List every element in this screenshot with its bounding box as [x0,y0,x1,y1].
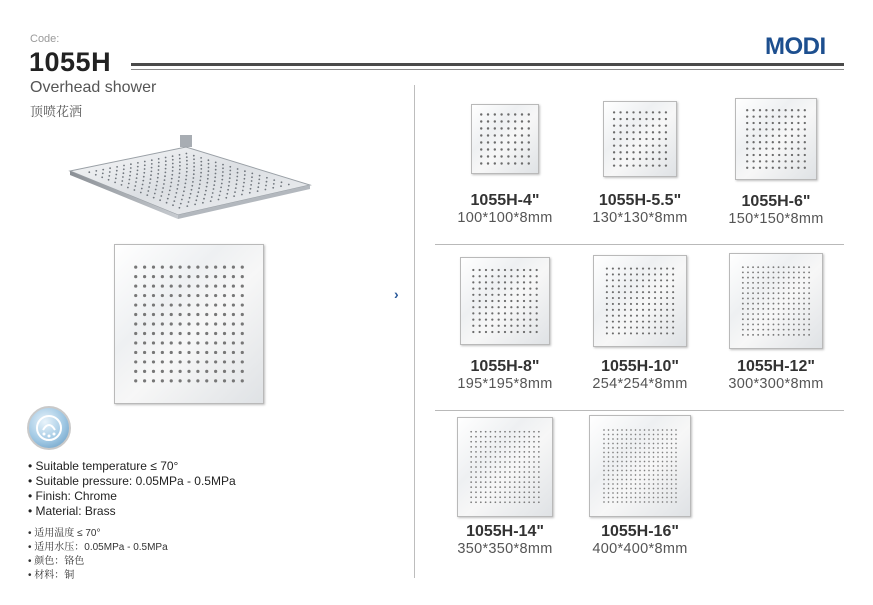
header-rule-thin [131,69,844,70]
header-rule [131,63,844,66]
spec-finish-cn: • 颜色：铬色 [28,555,168,569]
spec-material-cn: • 材料：铜 [28,569,168,583]
product-dimensions: 300*300*8mm [728,376,824,392]
spec-pressure-cn: • 适用水压：0.05MPa - 0.5MPa [28,541,168,555]
product-model: 1055H-5.5" [598,192,682,209]
spec-temperature-cn: • 适用温度 ≤ 70° [28,527,168,541]
product-model: 1055H-16" [601,523,679,540]
product-card [712,253,840,392]
column-divider [414,85,415,578]
product-model: 1055H-10" [601,358,679,375]
product-card [716,98,836,227]
product-model: 1055H-4" [470,192,540,209]
spec-pressure: • Suitable pressure: 0.05MPa - 0.5MPa [28,474,236,489]
product-thumbnail [603,101,677,177]
shower-plate-front-view [114,244,264,404]
product-thumbnail [735,98,817,180]
product-card [580,101,700,226]
product-code: 1055H [29,47,112,77]
spec-finish: • Finish: Chrome [28,489,236,504]
specs-list-en [28,459,236,519]
product-card [443,257,567,392]
product-thumbnail [471,104,539,174]
product-dimensions: 100*100*8mm [457,210,553,226]
product-dimensions: 195*195*8mm [457,376,553,392]
product-model: 1055H-8" [470,358,540,375]
shower-temperature-icon [27,406,71,450]
product-thumbnail [460,257,550,345]
grid-separator [435,410,844,411]
product-card [578,255,702,392]
shower-head-photo [60,135,312,225]
product-model: 1055H-6" [741,193,811,210]
spec-material: • Material: Brass [28,504,236,519]
specs-list-cn [28,527,168,583]
product-title-en: Overhead shower [30,79,157,96]
grid-separator [435,244,844,245]
product-card [578,415,702,557]
product-dimensions: 350*350*8mm [457,541,553,557]
code-label: Code: [30,33,60,45]
product-thumbnail [593,255,687,347]
product-dimensions: 150*150*8mm [728,211,824,227]
chevron-right-icon[interactable]: › [394,286,399,302]
product-model: 1055H-12" [737,358,815,375]
product-dimensions: 130*130*8mm [592,210,688,226]
product-thumbnail [589,415,691,517]
product-title-cn: 顶喷花洒 [30,104,83,119]
product-card [445,104,565,226]
spec-temperature: • Suitable temperature ≤ 70° [28,459,236,474]
product-thumbnail [729,253,823,349]
product-dimensions: 254*254*8mm [592,376,688,392]
brand-logo: MODI [765,33,826,60]
product-thumbnail [457,417,553,517]
product-card [442,417,568,557]
product-dimensions: 400*400*8mm [592,541,688,557]
product-model: 1055H-14" [466,523,544,540]
